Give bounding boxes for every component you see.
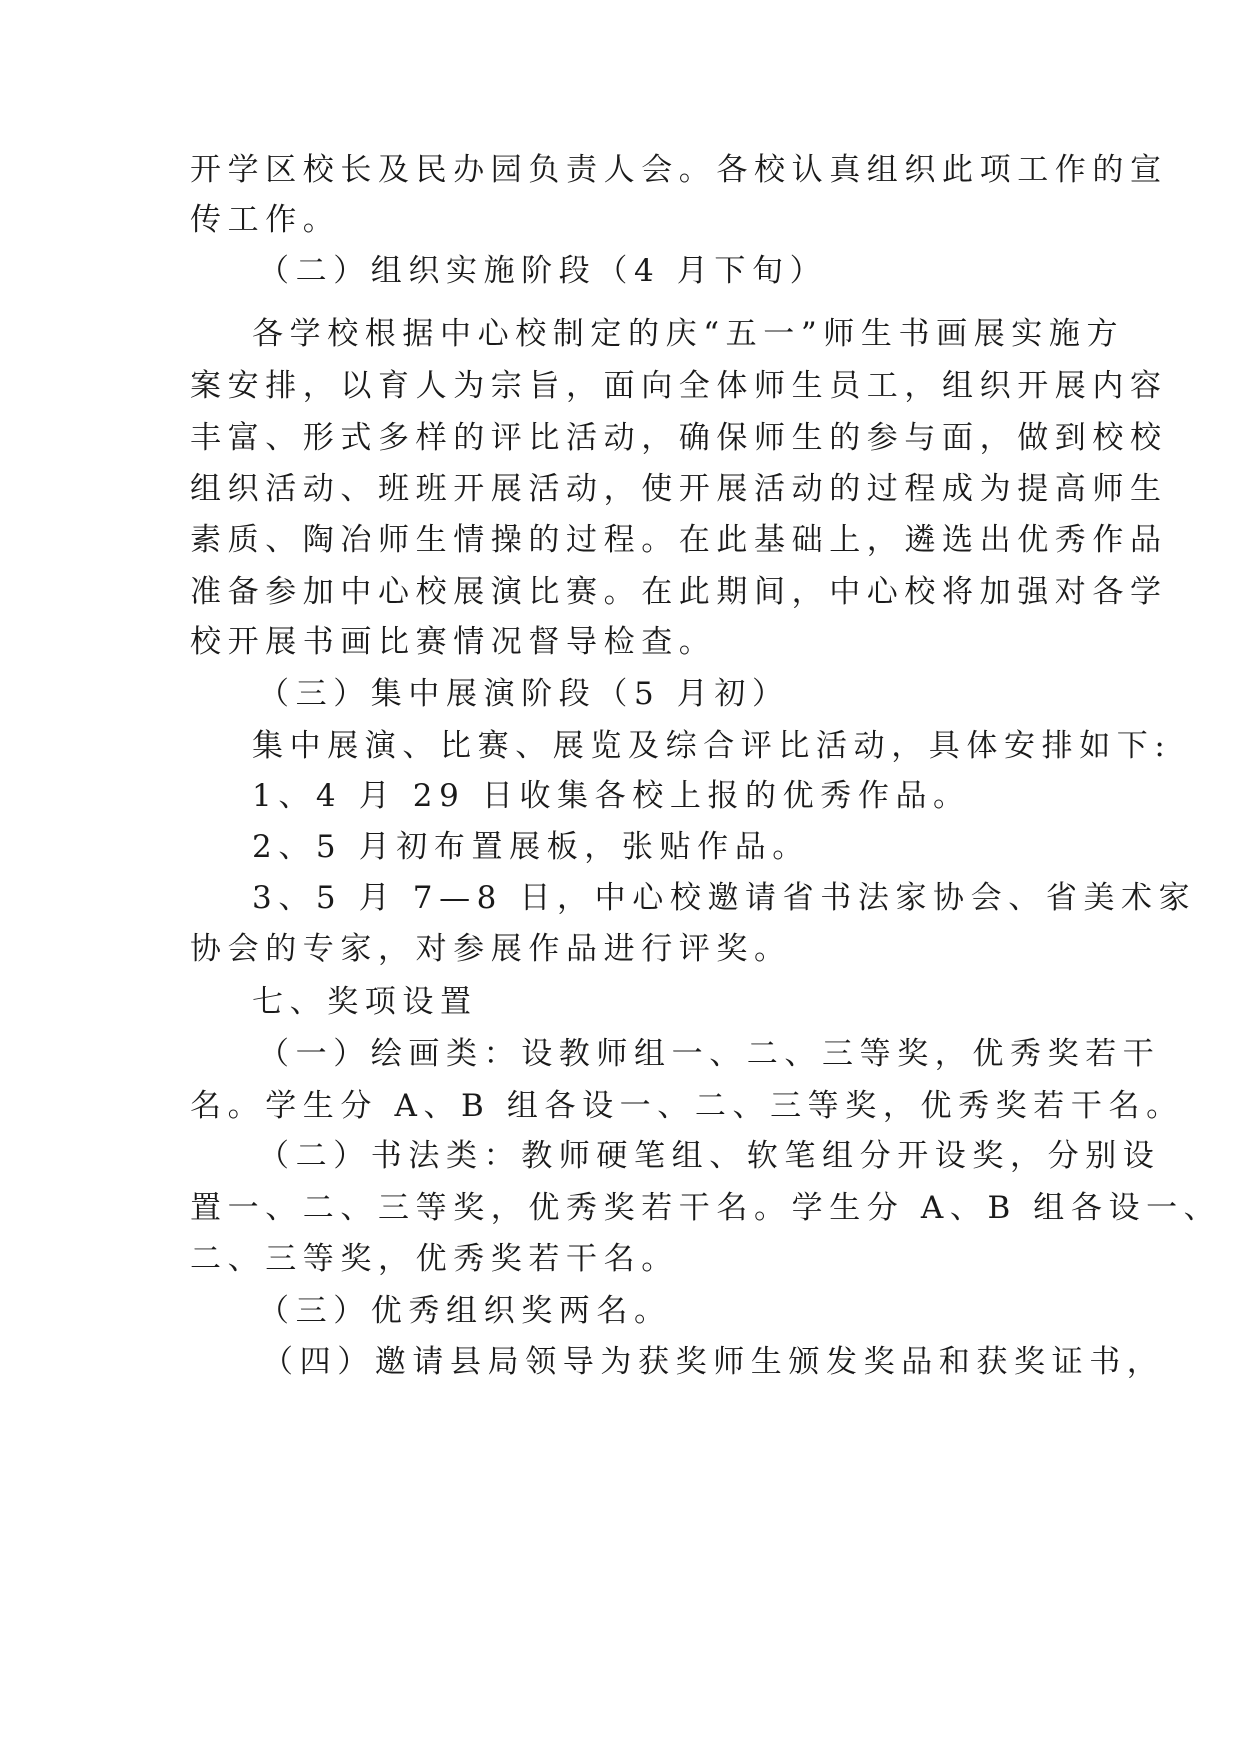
paragraph-line: （三）优秀组织奖两名。 (258, 1293, 672, 1329)
paragraph-line: （四）邀请县局领导为获奖师生颁发奖品和获奖证书， (262, 1344, 1165, 1380)
paragraph-line: 各学校根据中心校制定的庆“五一”师生书画展实施方 (252, 316, 1125, 352)
paragraph-line: 丰富、形式多样的评比活动，确保师生的参与面，做到校校 (190, 420, 1168, 456)
paragraph-line: 案安排，以育人为宗旨，面向全体师生员工，组织开展内容 (190, 368, 1168, 404)
paragraph-line: 置一、二、三等奖，优秀奖若干名。学生分 A、B 组各设一、 (190, 1190, 1222, 1226)
section-heading: （三）集中展演阶段（5 月初） (258, 676, 790, 712)
paragraph-line: 传工作。 (190, 202, 341, 238)
section-heading: 七、奖项设置 (252, 984, 478, 1020)
paragraph-line: 名。学生分 A、B 组各设一、二、三等奖，优秀奖若干名。 (190, 1088, 1184, 1124)
paragraph-line: 协会的专家，对参展作品进行评奖。 (190, 931, 792, 967)
paragraph-line: 校开展书画比赛情况督导检查。 (190, 624, 717, 660)
paragraph-line: 准备参加中心校展演比赛。在此期间，中心校将加强对各学 (190, 574, 1168, 610)
paragraph-line: 素质、陶冶师生情操的过程。在此基础上，遴选出优秀作品 (190, 522, 1168, 558)
list-item: 2、5 月初布置展板，张贴作品。 (252, 829, 810, 865)
paragraph-line: 二、三等奖，优秀奖若干名。 (190, 1241, 679, 1277)
paragraph-line: 开学区校长及民办园负责人会。各校认真组织此项工作的宣 (190, 152, 1168, 188)
list-item: 1、4 月 29 日收集各校上报的优秀作品。 (252, 778, 971, 814)
list-item: 3、5 月 7—8 日，中心校邀请省书法家协会、省美术家 (252, 880, 1197, 916)
paragraph-line: （二）书法类：教师硬笔组、软笔组分开设奖，分别设 (258, 1138, 1161, 1174)
paragraph-line: （一）绘画类：设教师组一、二、三等奖，优秀奖若干 (258, 1036, 1161, 1072)
paragraph-line: 集中展演、比赛、展览及综合评比活动，具体安排如下: (252, 728, 1172, 764)
paragraph-line: 组织活动、班班开展活动，使开展活动的过程成为提高师生 (190, 471, 1168, 507)
section-heading: （二）组织实施阶段（4 月下旬） (258, 253, 828, 289)
